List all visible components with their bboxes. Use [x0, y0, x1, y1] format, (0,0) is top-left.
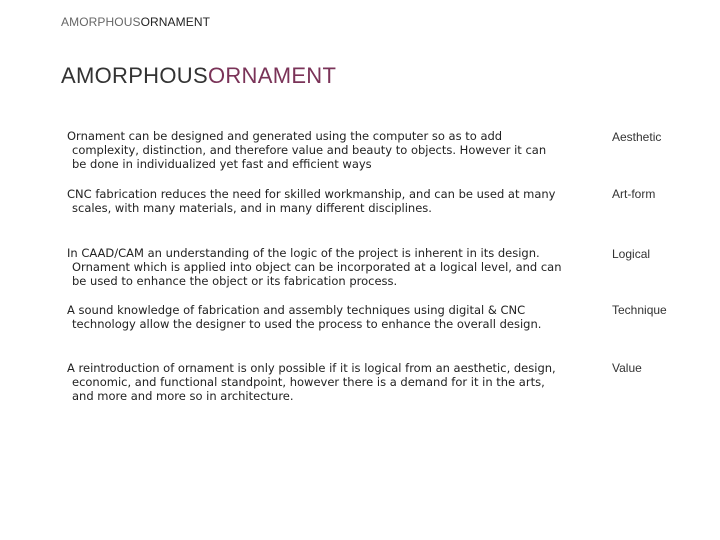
paragraph-line: be used to enhance the object or its fabrication process. [72, 274, 398, 288]
header-small-title-part1: AMORPHOUS [61, 15, 141, 29]
page-title [61, 63, 336, 89]
paragraph-line: Ornament which is applied into object can be incorporated at a logical level, and can [72, 260, 562, 274]
paragraph-line: CNC fabrication reduces the need for skilled workmanship, and can be used at many [67, 187, 556, 201]
page-title-part1: AMORPHOUS [61, 63, 208, 88]
row-tag: Value [612, 361, 642, 375]
paragraph-line: be done in individualized yet fast and efficient ways [72, 157, 372, 171]
paragraph [67, 246, 592, 288]
page-title-part2: ORNAMENT [207, 63, 337, 88]
row-tag: Logical [612, 247, 651, 261]
paragraph-line: In CAAD/CAM an understanding of the logic of the project is inherent in its design. [67, 246, 540, 260]
paragraph [67, 129, 592, 171]
row-tag: Aesthetic [612, 130, 662, 144]
header-small-title-part2: ORNAMENT [140, 15, 211, 29]
paragraph-line: Ornament can be designed and generated using the computer so as to add [67, 129, 503, 143]
paragraph-line: and more and more so in architecture. [72, 389, 294, 403]
paragraph-line: economic, and functional standpoint, however there is a demand for it in the arts, [72, 375, 545, 389]
paragraph-line: technology allow the designer to used the process to enhance the overall design. [72, 317, 542, 331]
paragraph [67, 187, 592, 215]
paragraph [67, 361, 592, 403]
header-small-title [61, 15, 210, 29]
paragraph-line: A reintroduction of ornament is only possible if it is logical from an aesthetic, design, [67, 361, 556, 375]
row-tag: Art-form [612, 187, 656, 201]
paragraph-line: scales, with many materials, and in many different disciplines. [72, 201, 432, 215]
row-tag: Technique [612, 303, 667, 317]
paragraph-line: complexity, distinction, and therefore value and beauty to objects. However it can [72, 143, 547, 157]
paragraph-line: A sound knowledge of fabrication and assembly techniques using digital & CNC [67, 303, 526, 317]
paragraph [67, 303, 592, 331]
